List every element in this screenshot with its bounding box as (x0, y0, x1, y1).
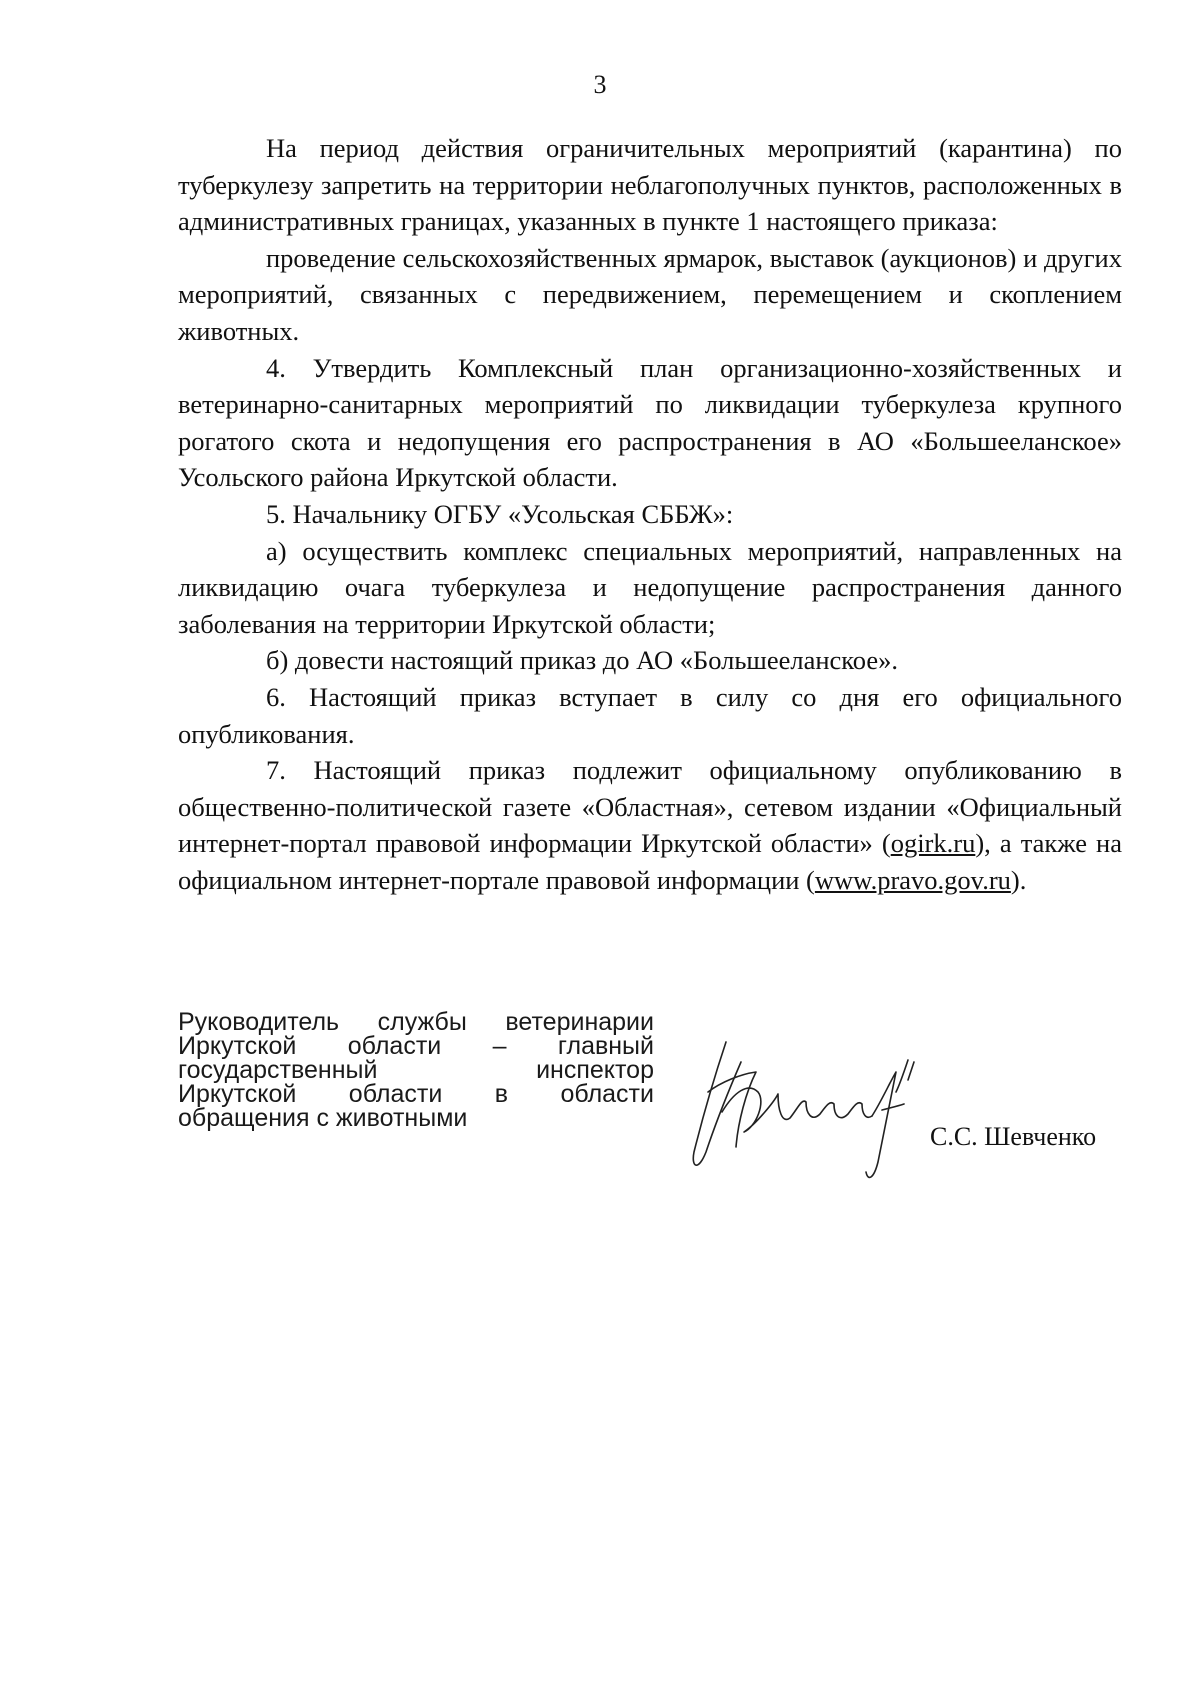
signer-position-line-3 (178, 1058, 654, 1082)
signer-word: главный (557, 1032, 654, 1060)
signer-word: области (560, 1080, 654, 1108)
pravo-gov-link[interactable]: www.pravo.gov.ru (814, 864, 1011, 895)
signer-word: – (492, 1032, 507, 1060)
signer-position-line-5 (178, 1106, 654, 1130)
signer-word: Руководитель (178, 1008, 340, 1036)
signer-position-line-4 (178, 1082, 654, 1106)
ogirk-link[interactable]: ogirk.ru (890, 828, 976, 859)
signer-word: в (494, 1080, 509, 1108)
signer-word: обращения с животными (178, 1104, 468, 1132)
page-number: 3 (593, 70, 607, 99)
paragraph-ban-details: проведение сельскохозяйственных ярмарок, выставок (аукционов) и других мероприятий, связанных с передвижением, перемещением и скоплением животных. (178, 242, 1122, 346)
paragraph-item-5a: а) осуществить комплекс специальных мероприятий, направленных на ликвидацию очага туберкулеза и недопущение распространения данного заболевания на территории Иркутской области; (178, 535, 1122, 639)
paragraph-item-6: 6. Настоящий приказ вступает в силу со дня его официального опубликования. (178, 681, 1122, 749)
handwritten-signature (686, 1032, 936, 1192)
paragraph-item-7-text-a: 7. Настоящий приказ подлежит официальному опубликованию в общественно-политической газете «Областная», сетевом издании «Официальный интернет-портал правовой информации Иркутской области» ( (178, 755, 1122, 859)
signer-position-line-2 (178, 1034, 654, 1058)
paragraph-item-7 (178, 752, 1122, 898)
document-body (178, 130, 1122, 898)
paragraph-item-5: 5. Начальнику ОГБУ «Усольская СББЖ»: (266, 498, 734, 529)
paragraph-item-5b: б) довести настоящий приказ до АО «Большееланское». (266, 645, 899, 676)
signer-word: области (348, 1080, 443, 1108)
signer-word: службы (377, 1008, 467, 1036)
paragraph-item-7-text-b: ), а также на официальном интернет-портале правовой информации ( (178, 828, 1123, 895)
paragraph-item-7-text-c: ). (1010, 864, 1027, 895)
signer-position-line-1 (178, 1010, 654, 1034)
signer-position (178, 1010, 654, 1130)
signer-word: области (347, 1032, 442, 1060)
signer-word: государственный (178, 1056, 378, 1084)
signer-word: Иркутской (178, 1032, 297, 1060)
paragraph-item-4: 4. Утвердить Комплексный план организационно-хозяйственных и ветеринарно-санитарных мероприятий по ликвидации туберкулеза крупного рогатого скота и недопущения его распространения в АО «Большееланское» Усольского района Иркутской области. (178, 352, 1122, 493)
signer-word: Иркутской (178, 1080, 297, 1108)
paragraph-quarantine-ban: На период действия ограничительных мероприятий (карантина) по туберкулезу запретить на территории неблагополучных пунктов, расположенных в административных границах, указанных в пункте 1 настоящего приказа: (178, 133, 1122, 237)
signer-word: ветеринарии (505, 1008, 654, 1036)
signer-name: С.С. Шевченко (930, 1122, 1097, 1151)
signer-word: инспектор (536, 1056, 654, 1084)
